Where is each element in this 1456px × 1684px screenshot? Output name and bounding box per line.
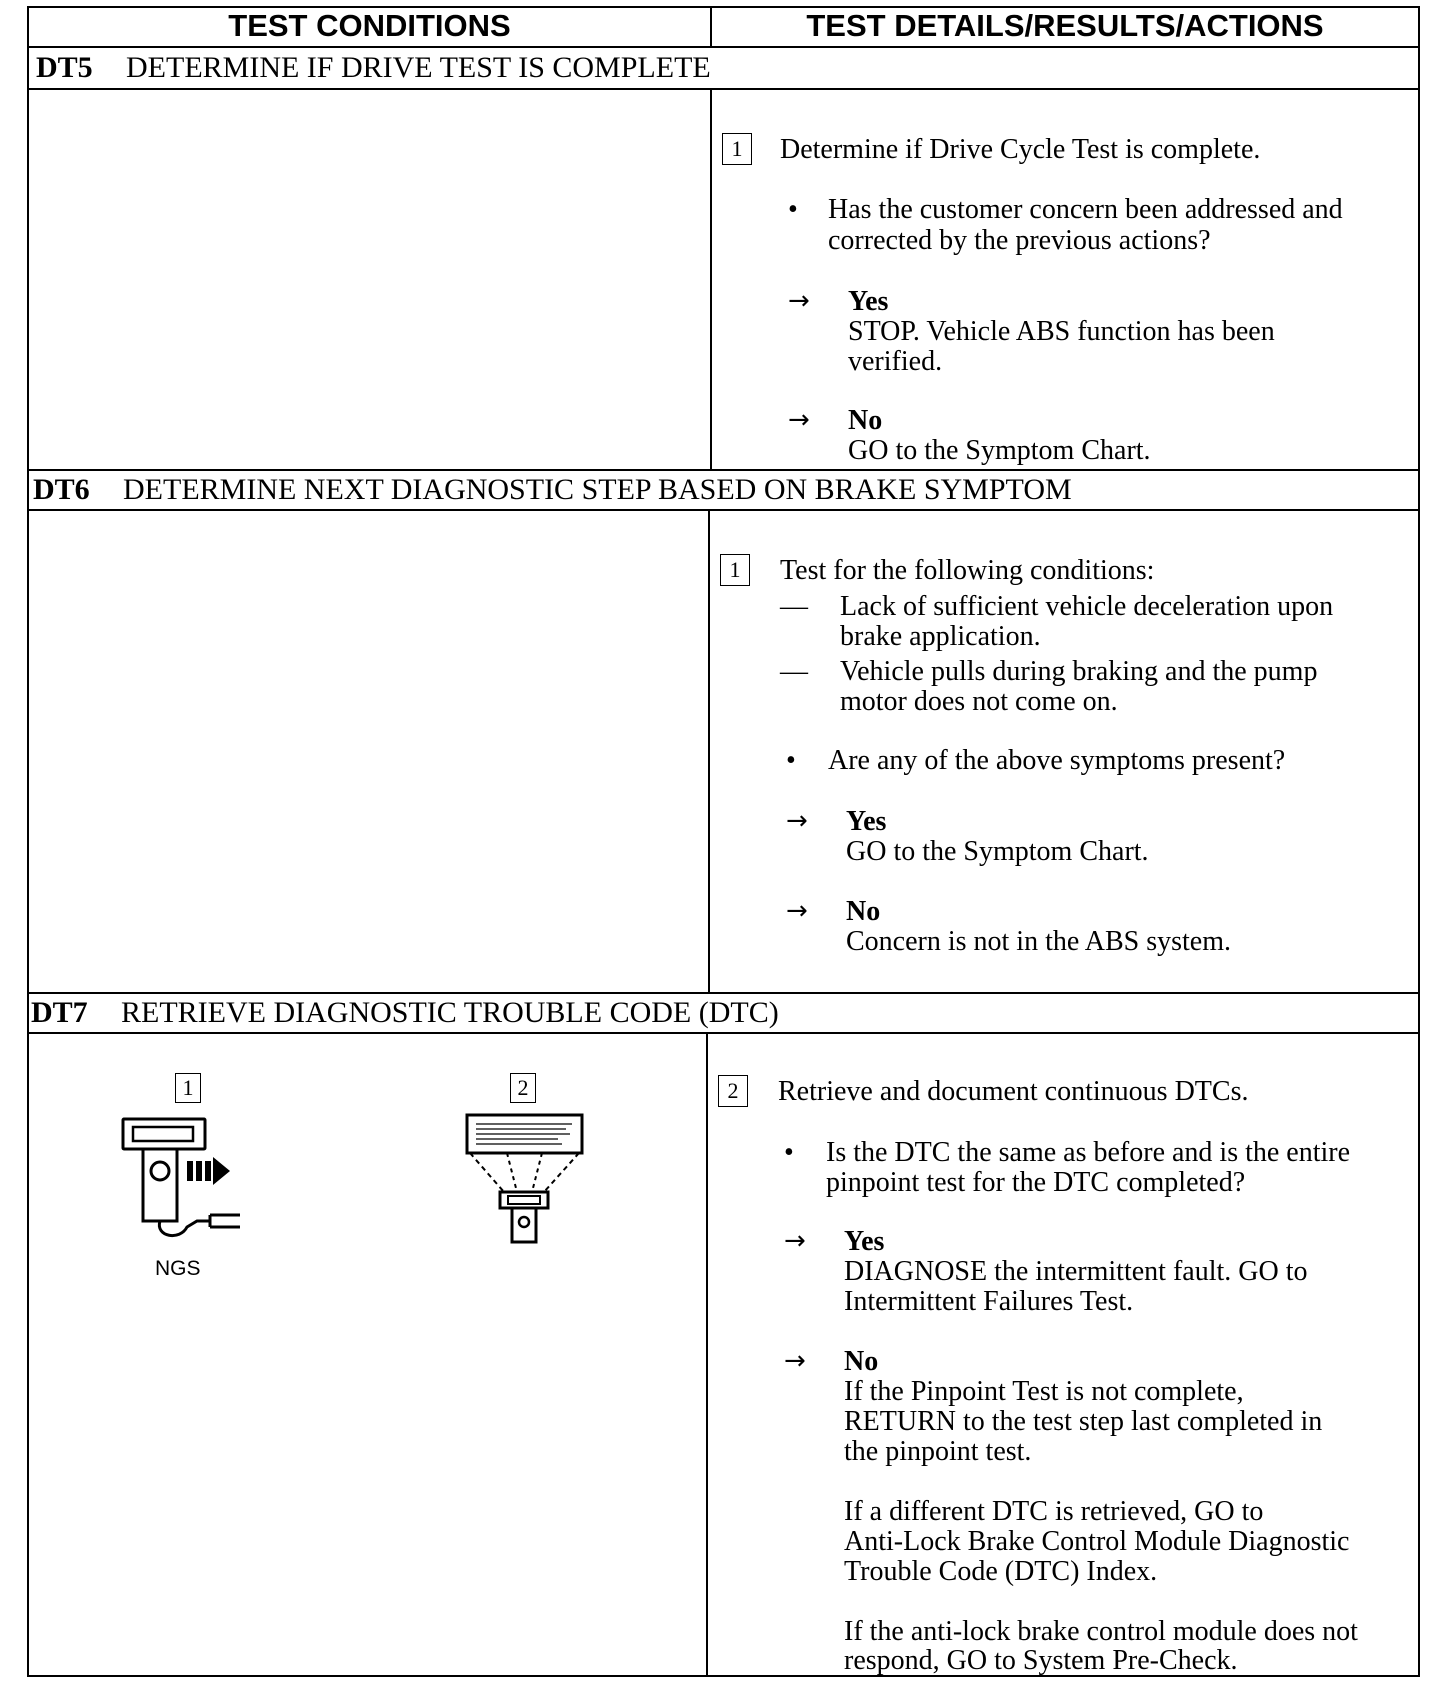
dt7-no-action-2-line-3: Trouble Code (DTC) Index. <box>844 1556 1158 1587</box>
header-test-details: TEST DETAILS/RESULTS/ACTIONS <box>806 8 1324 43</box>
dt7-code: DT7 <box>31 996 88 1029</box>
dt5-code: DT5 <box>36 51 93 84</box>
dt6-title: DETERMINE NEXT DIAGNOSTIC STEP BASED ON BRAKE SYMPTOM <box>123 473 1072 506</box>
dt7-yes-label: Yes <box>844 1226 885 1257</box>
tester-display-icon <box>462 1112 587 1247</box>
dt6-step-number: 1 <box>720 554 750 586</box>
dt7-yes-arrow: → <box>784 1226 806 1256</box>
dt6-condition-2-dash: — <box>780 656 808 687</box>
dt5-no-label: No <box>848 405 883 436</box>
dt7-step-number: 2 <box>718 1075 748 1107</box>
dt5-yes-action-line-2: verified. <box>848 346 943 377</box>
dt6-yes-action: GO to the Symptom Chart. <box>846 836 1149 867</box>
dt6-yes-label: Yes <box>846 806 887 837</box>
illustration-2-number: 2 <box>510 1073 536 1103</box>
dt7-question-line-2: pinpoint test for the DTC completed? <box>826 1167 1246 1198</box>
dt5-section-header <box>36 50 711 86</box>
dt6-section-header <box>33 472 1072 508</box>
illustration-1-number: 1 <box>175 1073 201 1103</box>
dt6-yes-arrow: → <box>786 806 808 836</box>
ngs-tester-icon <box>115 1115 265 1240</box>
dt6-no-label: No <box>846 896 881 927</box>
dt7-title: RETRIEVE DIAGNOSTIC TROUBLE CODE (DTC) <box>121 996 779 1029</box>
dt7-no-action-2-line-1: If a different DTC is retrieved, GO to <box>844 1496 1264 1527</box>
dt7-no-label: No <box>844 1346 879 1377</box>
dt6-condition-1-dash: — <box>780 591 808 622</box>
dt7-step-text: Retrieve and document continuous DTCs. <box>778 1076 1249 1107</box>
dt5-title: DETERMINE IF DRIVE TEST IS COMPLETE <box>126 51 711 84</box>
dt7-no-action-1-line-2: RETURN to the test step last completed in <box>844 1406 1323 1437</box>
dt7-no-arrow: → <box>784 1346 806 1376</box>
dt7-section-header <box>31 995 779 1031</box>
dt7-bullet: • <box>784 1137 794 1168</box>
dt7-no-action-3-line-2: respond, GO to System Pre-Check. <box>844 1645 1238 1676</box>
dt6-condition-1-line-2: brake application. <box>840 621 1041 652</box>
dt7-no-action-1-line-1: If the Pinpoint Test is not complete, <box>844 1376 1244 1407</box>
dt5-no-action: GO to the Symptom Chart. <box>848 435 1151 466</box>
dt7-no-action-1-line-3: the pinpoint test. <box>844 1436 1032 1467</box>
dt7-yes-action-line-2: Intermittent Failures Test. <box>844 1286 1134 1317</box>
dt6-condition-2-line-2: motor does not come on. <box>840 686 1118 717</box>
dt5-step-number: 1 <box>722 133 752 165</box>
dt6-bullet: • <box>786 745 796 776</box>
illustration-1-caption: NGS <box>155 1257 201 1280</box>
dt5-step-text: Determine if Drive Cycle Test is complete. <box>780 134 1261 165</box>
dt5-yes-action-line-1: STOP. Vehicle ABS function has been <box>848 316 1275 347</box>
dt5-question-line-2: corrected by the previous actions? <box>828 225 1211 256</box>
dt6-code: DT6 <box>33 473 90 506</box>
dt7-question-line-1: Is the DTC the same as before and is the entire <box>826 1137 1351 1168</box>
dt6-condition-1-line-1: Lack of sufficient vehicle deceleration upon <box>840 591 1334 622</box>
dt5-bullet: • <box>788 194 798 225</box>
dt5-no-arrow: → <box>788 405 810 435</box>
dt6-condition-2-line-1: Vehicle pulls during braking and the pump <box>840 656 1318 687</box>
dt5-yes-label: Yes <box>848 286 889 317</box>
dt6-question: Are any of the above symptoms present? <box>828 745 1286 776</box>
dt6-step-text: Test for the following conditions: <box>780 555 1155 586</box>
dt7-no-action-3-line-1: If the anti-lock brake control module does not <box>844 1616 1358 1647</box>
dt7-yes-action-line-1: DIAGNOSE the intermittent fault. GO to <box>844 1256 1308 1287</box>
dt6-no-action: Concern is not in the ABS system. <box>846 926 1231 957</box>
dt6-no-arrow: → <box>786 896 808 926</box>
dt7-no-action-2-line-2: Anti-Lock Brake Control Module Diagnostic <box>844 1526 1350 1557</box>
header-test-conditions: TEST CONDITIONS <box>228 8 511 43</box>
dt5-yes-arrow: → <box>788 286 810 316</box>
dt5-question-line-1: Has the customer concern been addressed and <box>828 194 1343 225</box>
